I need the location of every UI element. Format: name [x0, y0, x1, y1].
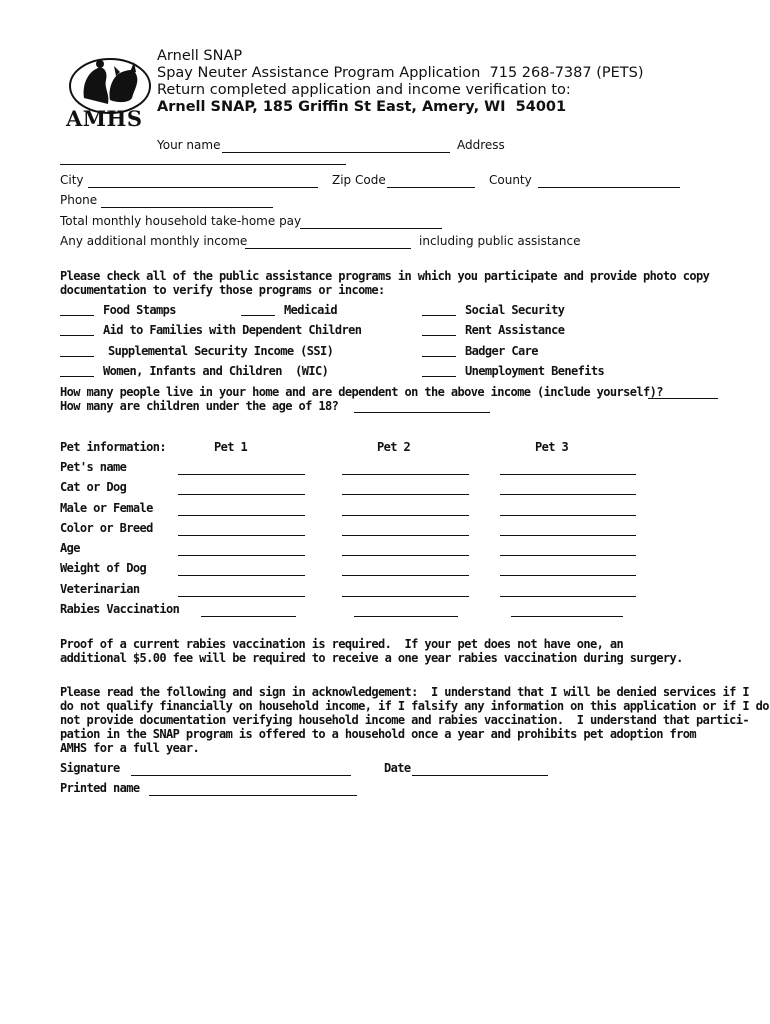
income-field[interactable] [300, 228, 442, 229]
pet-3-rabies-field[interactable] [511, 616, 623, 617]
pet-1-header: Pet 1 [214, 440, 248, 454]
pet-1-vet-field[interactable] [178, 596, 305, 597]
pet-3-breed-field[interactable] [500, 535, 636, 536]
pet-info-heading: Pet information: [60, 440, 166, 454]
rabies-note-1: Proof of a current rabies vaccination is required. If your pet does not have one, an [60, 637, 624, 651]
date-field[interactable] [412, 775, 548, 776]
pet-row-label: Weight of Dog [60, 561, 147, 575]
printed-name-field[interactable] [149, 795, 357, 796]
option-unemployment: Unemployment Benefits [465, 364, 605, 378]
income-label: Total monthly household take-home pay [60, 214, 302, 228]
option-medicaid: Medicaid [284, 303, 337, 317]
zip-field[interactable] [387, 187, 475, 188]
pet-2-header: Pet 2 [377, 440, 411, 454]
household-count-field[interactable] [648, 398, 718, 399]
pet-1-name-field[interactable] [178, 474, 305, 475]
assistance-intro-1: Please check all of the public assistance programs in which you participate and provide photo copy [60, 269, 710, 283]
pet-1-rabies-field[interactable] [201, 616, 296, 617]
pet-2-name-field[interactable] [342, 474, 469, 475]
assistance-intro-2: documentation to verify those programs or income: [60, 283, 385, 297]
pet-2-breed-field[interactable] [342, 535, 469, 536]
household-question: How many people live in your home and are dependent on the above income (include yourself)? [60, 385, 663, 399]
phone-field[interactable] [101, 207, 273, 208]
checkbox-ssi[interactable] [60, 356, 94, 357]
pet-row-label: Male or Female [60, 501, 153, 515]
city-field[interactable] [88, 187, 318, 188]
pet-3-header: Pet 3 [535, 440, 569, 454]
pet-row-label: Rabies Vaccination [60, 602, 180, 616]
checkbox-unemployment[interactable] [422, 376, 456, 377]
additional-income-field[interactable] [245, 248, 411, 249]
city-label: City [60, 173, 84, 187]
pet-row-label: Age [60, 541, 80, 555]
checkbox-medicaid[interactable] [241, 315, 275, 316]
option-badger-care: Badger Care [465, 344, 538, 358]
pet-row-label: Pet's name [60, 460, 127, 474]
pet-2-vet-field[interactable] [342, 596, 469, 597]
county-field[interactable] [538, 187, 680, 188]
ack-line: pation in the SNAP program is offered to a household once a year and prohibits pet adoption from [60, 727, 696, 741]
date-label: Date [384, 761, 411, 775]
signature-label: Signature [60, 761, 120, 775]
county-label: County [489, 173, 532, 187]
ack-line: Please read the following and sign in acknowledgement: I understand that I will be denied services if I [60, 685, 749, 699]
zip-label: Zip Code [332, 173, 386, 187]
additional-income-label: Any additional monthly income [60, 234, 248, 248]
mailing-address: Arnell SNAP, 185 Griffin St East, Amery, WI 54001 [157, 99, 567, 115]
additional-income-suffix: including public assistance [419, 234, 581, 248]
children-count-field[interactable] [354, 412, 490, 413]
pet-3-species-field[interactable] [500, 494, 636, 495]
option-social-security: Social Security [465, 303, 565, 317]
your-name-field[interactable] [222, 152, 450, 153]
pet-1-weight-field[interactable] [178, 575, 305, 576]
pet-3-weight-field[interactable] [500, 575, 636, 576]
program-title: Spay Neuter Assistance Program Application 715 268-7387 (PETS) [157, 65, 644, 81]
children-question: How many are children under the age of 18? [60, 399, 339, 413]
ack-line: AMHS for a full year. [60, 741, 200, 755]
pet-3-vet-field[interactable] [500, 596, 636, 597]
option-wic: Women, Infants and Children (WIC) [103, 364, 329, 378]
checkbox-wic[interactable] [60, 376, 94, 377]
rabies-note-2: additional $5.00 fee will be required to receive a one year rabies vaccination during surgery. [60, 651, 683, 665]
return-instructions: Return completed application and income verification to: [157, 82, 571, 98]
checkbox-badger-care[interactable] [422, 356, 456, 357]
your-name-label: Your name [157, 138, 221, 152]
pet-row-label: Veterinarian [60, 582, 140, 596]
pet-1-sex-field[interactable] [178, 515, 305, 516]
pet-1-species-field[interactable] [178, 494, 305, 495]
ack-line: do not qualify financially on household income, if I falsify any information on this application or if I do [60, 699, 769, 713]
pet-3-sex-field[interactable] [500, 515, 636, 516]
pet-1-breed-field[interactable] [178, 535, 305, 536]
option-food-stamps: Food Stamps [103, 303, 176, 317]
signature-field[interactable] [131, 775, 351, 776]
phone-label: Phone [60, 193, 98, 207]
checkbox-social-security[interactable] [422, 315, 456, 316]
ack-line: not provide documentation verifying household income and rabies vaccination. I understand that partici- [60, 713, 749, 727]
pet-2-sex-field[interactable] [342, 515, 469, 516]
pet-2-weight-field[interactable] [342, 575, 469, 576]
pet-1-age-field[interactable] [178, 555, 305, 556]
checkbox-rent-assistance[interactable] [422, 335, 456, 336]
pet-3-age-field[interactable] [500, 555, 636, 556]
amhs-logo-text: AMHS [66, 106, 143, 131]
option-ssi: Supplemental Security Income (SSI) [108, 344, 334, 358]
address-field[interactable] [60, 164, 346, 165]
pet-2-age-field[interactable] [342, 555, 469, 556]
org-name: Arnell SNAP [157, 48, 243, 64]
pet-row-label: Color or Breed [60, 521, 153, 535]
pet-2-species-field[interactable] [342, 494, 469, 495]
checkbox-afdc[interactable] [60, 335, 94, 336]
address-label: Address [457, 138, 505, 152]
option-afdc: Aid to Families with Dependent Children [103, 323, 362, 337]
checkbox-food-stamps[interactable] [60, 315, 94, 316]
printed-name-label: Printed name [60, 781, 140, 795]
pet-3-name-field[interactable] [500, 474, 636, 475]
pet-2-rabies-field[interactable] [354, 616, 458, 617]
option-rent-assistance: Rent Assistance [465, 323, 565, 337]
pet-row-label: Cat or Dog [60, 480, 127, 494]
